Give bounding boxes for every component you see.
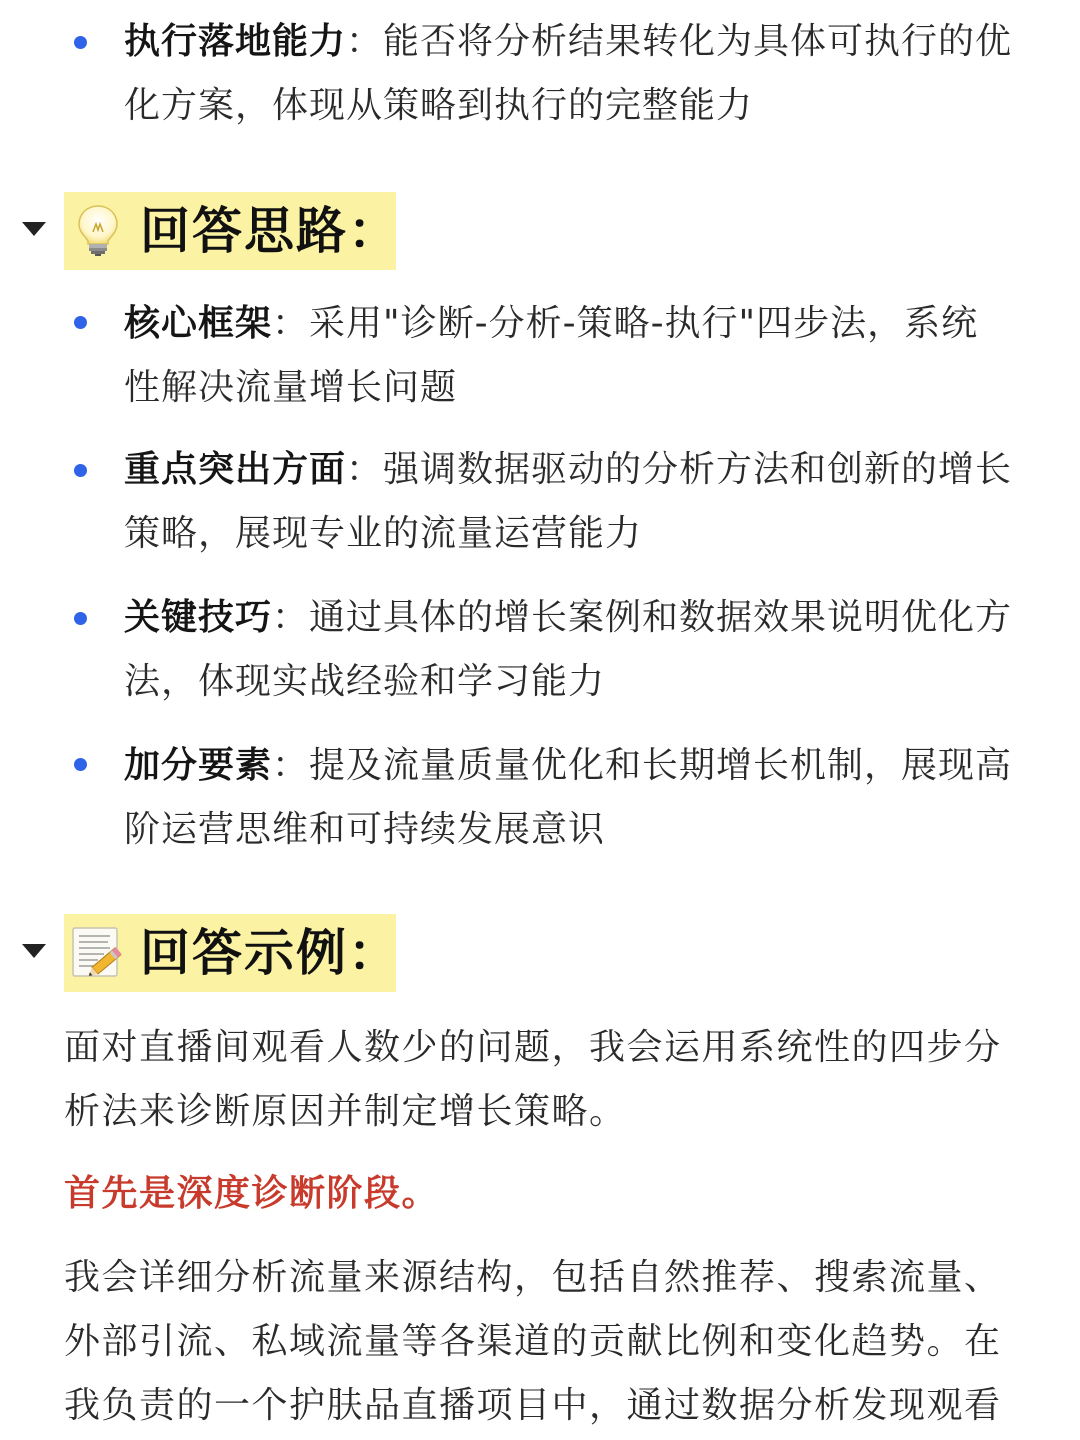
bullet-description: 强调数据驱动的分析方法和创新的增长策略，展现专业的流量运营能力 <box>124 449 1013 554</box>
bullet-separator: ： <box>272 597 310 638</box>
bullet-text <box>124 586 1014 714</box>
bullet-dot <box>74 316 87 329</box>
bullet-dot <box>74 612 87 625</box>
section-header-approach <box>0 192 1080 270</box>
section-title: 回答示例： <box>140 924 400 982</box>
bullet-dot <box>74 758 87 771</box>
body-paragraph: 我会详细分析流量来源结构，包括自然推荐、搜索流量、外部引流、私域流量等各渠道的贡献比例和变化趋势。在我负责的一个护肤品直播项目中，通过数据分析发现观看 <box>64 1257 1002 1426</box>
section-title: 回答思路： <box>140 202 400 260</box>
section-header-example <box>0 914 1080 992</box>
bullet-term: 重点突出方面 <box>124 449 347 490</box>
bullet-text <box>124 438 1014 566</box>
bullet-separator: ： <box>346 449 384 490</box>
bullet-description: 通过具体的增长案例和数据效果说明优化方法，体现实战经验和学习能力 <box>124 597 1013 702</box>
bullet-term: 关键技巧 <box>124 597 273 638</box>
bullet-text <box>124 292 1014 420</box>
bullet-separator: ： <box>272 745 310 786</box>
bullet-term: 执行落地能力 <box>124 21 347 62</box>
collapse-toggle-icon[interactable] <box>22 222 46 236</box>
lightbulb-icon <box>70 202 126 258</box>
bullet-term: 加分要素 <box>124 745 273 786</box>
memo-icon <box>70 924 126 980</box>
bullet-separator: ： <box>272 303 310 344</box>
collapse-toggle-icon[interactable] <box>22 944 46 958</box>
bullet-text <box>124 734 1014 862</box>
bullet-text <box>124 10 1014 138</box>
red-subheading: 首先是深度诊断阶段。 <box>64 1173 440 1214</box>
bullet-description: 能否将分析结果转化为具体可执行的优化方案，体现从策略到执行的完整能力 <box>124 21 1013 126</box>
bullet-description: 提及流量质量优化和长期增长机制，展现高阶运营思维和可持续发展意识 <box>124 745 1013 850</box>
bullet-separator: ： <box>346 21 384 62</box>
bullet-dot <box>74 464 87 477</box>
bullet-description: 采用"诊断-分析-策略-执行"四步法，系统性解决流量增长问题 <box>124 303 979 408</box>
bullet-term: 核心框架 <box>124 303 273 344</box>
bullet-dot <box>74 36 87 49</box>
intro-paragraph: 面对直播间观看人数少的问题，我会运用系统性的四步分析法来诊断原因并制定增长策略。 <box>64 1027 1002 1132</box>
